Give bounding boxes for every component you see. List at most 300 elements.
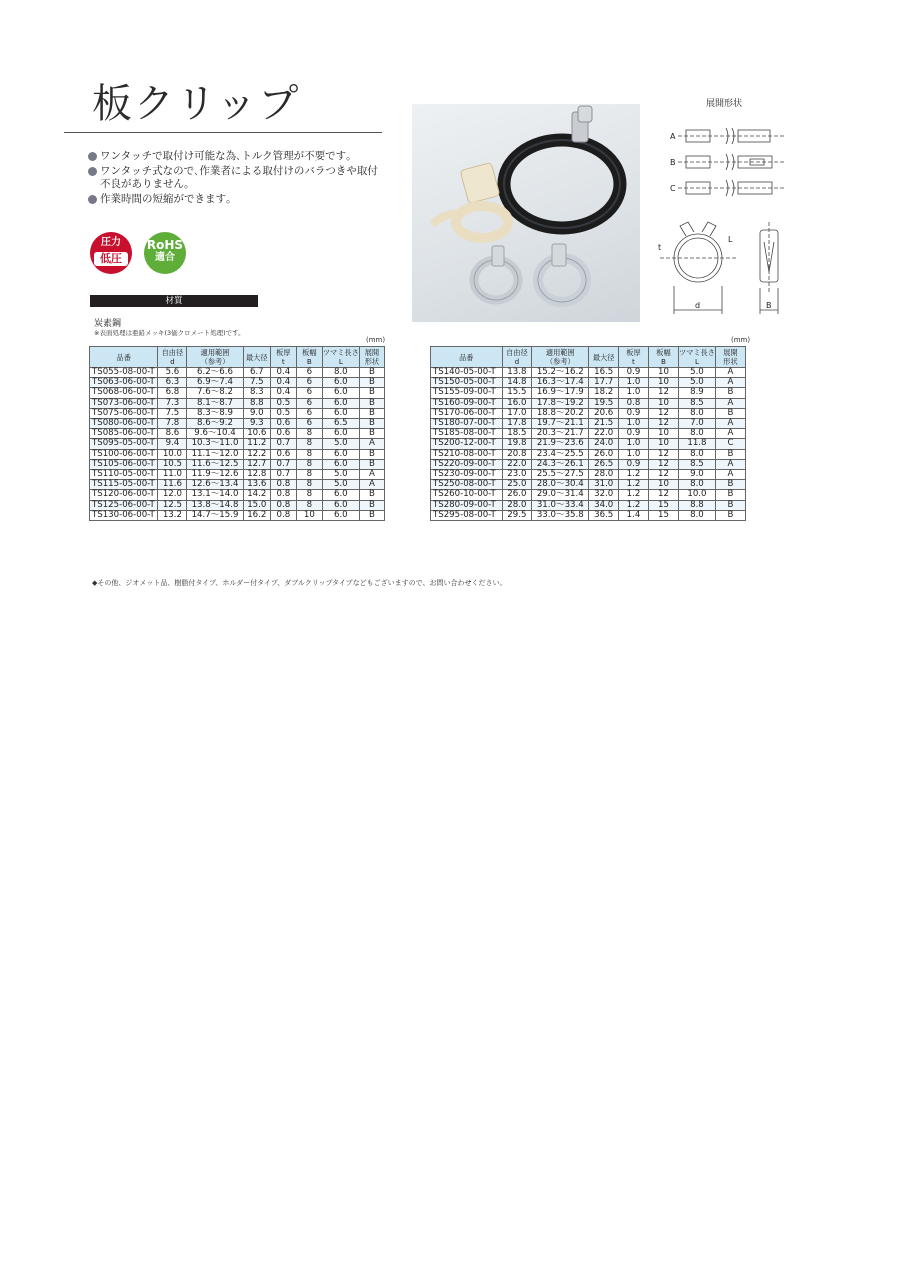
table-cell: 12 [648,419,678,429]
feature-item [88,193,388,207]
column-header-line1: ツマミ長さ [678,348,715,357]
table-row [431,398,746,408]
table-row [90,429,385,439]
table-cell: 6.0 [322,500,359,510]
column-header-line2: L [694,357,699,366]
table-cell: 0.4 [270,388,296,398]
table-cell: 9.4 [158,439,187,449]
part-number-cell: TS068-06-00-T [90,388,158,398]
column-header-line2: 形状 [723,357,738,366]
part-number-cell: TS105-06-00-T [90,459,158,469]
part-number-cell: TS115-05-00-T [90,480,158,490]
table-cell: 20.6 [589,408,619,418]
table-row [431,419,746,429]
table-cell: 7.5 [158,408,187,418]
table-cell: 28.0 [589,470,619,480]
dim-label-t: t [658,243,662,252]
column-header [715,347,745,368]
table-cell: 8 [296,480,322,490]
table-cell: 0.4 [270,368,296,378]
column-header [618,347,648,368]
table-cell: 14.8 [502,378,532,388]
part-number-cell: TS260-10-00-T [431,490,503,500]
table-row [90,419,385,429]
table-cell: B [359,490,384,500]
table-cell: B [715,449,745,459]
table-cell: 36.5 [589,510,619,520]
product-photo [412,104,640,322]
table-row [90,490,385,500]
table-cell: 5.0 [678,368,715,378]
table-header-row [90,347,385,368]
table-cell: 12.0 [158,490,187,500]
table-cell: 10.6 [243,429,270,439]
table-cell: 10 [648,439,678,449]
part-number-cell: TS295-08-00-T [431,510,503,520]
table-cell: 26.5 [589,459,619,469]
table-row [90,480,385,490]
table-cell: 12.6～13.4 [187,480,243,490]
part-number-cell: TS055-08-00-T [90,368,158,378]
material-value: 炭素鋼 [94,319,122,329]
material-note: ※表面処理は亜鉛メッキ(3価クロメート処理)です。 [94,329,245,337]
table-cell: B [359,500,384,510]
table-cell: 19.5 [589,398,619,408]
table-cell: 12.7 [243,459,270,469]
column-header-line1: 板厚 [626,348,641,357]
table-cell: B [715,408,745,418]
table-cell: 16.9～17.9 [532,388,589,398]
table-cell: 15.5 [502,388,532,398]
column-header-line1: 適用範囲 [545,348,575,357]
table-cell: A [715,398,745,408]
table-cell: 0.7 [270,459,296,469]
table-cell: 20.3～21.7 [532,429,589,439]
table-cell: 6 [296,378,322,388]
part-number-cell: TS063-06-00-T [90,378,158,388]
table-cell: 8.6～9.2 [187,419,243,429]
table-cell: B [359,368,384,378]
table-cell: 12.5 [158,500,187,510]
column-header [678,347,715,368]
column-header [90,347,158,368]
column-header-line1: 板幅 [656,348,671,357]
dim-label-d: d [695,301,701,310]
table-cell: 10.0 [678,490,715,500]
table-cell: 14.2 [243,490,270,500]
table-cell: 29.0～31.4 [532,490,589,500]
table-row [431,449,746,459]
table-cell: 13.8 [502,368,532,378]
table-cell: 6.2～6.6 [187,368,243,378]
table-cell: 17.8 [502,419,532,429]
table-cell: 10.5 [158,459,187,469]
badge-bottom-text: 適合 [155,252,175,263]
table-cell: 0.4 [270,378,296,388]
table-cell: 10 [296,510,322,520]
column-header-line1: ツマミ長さ [322,348,359,357]
table-cell: 33.0～35.8 [532,510,589,520]
table-cell: 13.6 [243,480,270,490]
diagram-title: 展開形状 [706,99,743,109]
table-cell: 15.0 [243,500,270,510]
shape-label-a: A [670,132,676,141]
table-cell: 6.0 [322,510,359,520]
table-cell: 9.0 [243,408,270,418]
table-cell: 0.6 [270,419,296,429]
table-cell: 1.0 [618,378,648,388]
table-cell: 6.0 [322,408,359,418]
table-cell: 34.0 [589,500,619,510]
column-header-line2: 形状 [364,357,380,366]
table-cell: 15 [648,500,678,510]
table-cell: A [359,480,384,490]
column-header-line1: 自由径 [506,348,528,357]
table-cell: 11.9～12.6 [187,470,243,480]
table-cell: 8.0 [678,408,715,418]
part-number-cell: TS170-06-00-T [431,408,503,418]
part-number-cell: TS160-09-00-T [431,398,503,408]
feature-list [88,150,388,207]
table-cell: 10.3～11.0 [187,439,243,449]
column-header [502,347,532,368]
feature-text: 作業時間の短縮ができます｡ [100,192,232,205]
table-cell: 10 [648,480,678,490]
part-number-cell: TS180-07-00-T [431,419,503,429]
column-header-line1: 適用範囲 [200,348,230,357]
table-cell: 1.4 [618,510,648,520]
table-cell: 10 [648,378,678,388]
column-header-line1: 板幅 [302,348,317,357]
table-cell: B [359,398,384,408]
table-cell: 8.3 [243,388,270,398]
clip-photo-illustration [412,104,640,322]
table-cell: 13.8～14.8 [187,500,243,510]
table-cell: 0.9 [618,368,648,378]
part-number-cell: TS095-05-00-T [90,439,158,449]
shape-drawing [656,118,796,322]
table-cell: 11.1～12.0 [187,449,243,459]
part-number-cell: TS200-12-00-T [431,439,503,449]
shape-label-c: C [670,184,676,193]
table-cell: 20.8 [502,449,532,459]
table-cell: 12 [648,459,678,469]
table-cell: 6.3 [158,378,187,388]
column-header-line2: d [170,357,175,366]
table-cell: 1.2 [618,470,648,480]
column-header-line1: 自由径 [161,348,184,357]
table-cell: 13.1～14.0 [187,490,243,500]
table-cell: B [359,510,384,520]
table-cell: 8.0 [678,449,715,459]
column-header-line2: （参考） [200,357,230,366]
table-cell: 12 [648,408,678,418]
material-header: 材質 [90,295,258,307]
table-row [90,459,385,469]
table-cell: A [715,368,745,378]
table-cell: B [359,378,384,388]
table-row [431,429,746,439]
column-header-line2: L [338,357,343,366]
table-cell: 23.4～25.5 [532,449,589,459]
table-cell: 8.1～8.7 [187,398,243,408]
table-cell: A [715,459,745,469]
title-rule [64,132,382,133]
table-cell: 5.6 [158,368,187,378]
table-cell: 8 [296,429,322,439]
table-cell: 6.0 [322,459,359,469]
table-cell: 5.0 [678,378,715,388]
table-cell: A [359,470,384,480]
table-cell: 11.0 [158,470,187,480]
part-number-cell: TS220-09-00-T [431,459,503,469]
table-cell: B [359,388,384,398]
table-cell: 1.0 [618,388,648,398]
table-cell: 11.6 [158,480,187,490]
column-header-line2: （参考） [545,357,575,366]
table-cell: 6.0 [322,490,359,500]
table-cell: B [715,510,745,520]
table-cell: 11.8 [678,439,715,449]
table-cell: 0.5 [270,398,296,408]
column-header [589,347,619,368]
table-cell: 6 [296,388,322,398]
table-row [90,368,385,378]
table-cell: 8 [296,470,322,480]
table-row [90,439,385,449]
table-cell: 0.9 [618,429,648,439]
table-cell: A [715,378,745,388]
table-cell: 10 [648,429,678,439]
table-cell: 7.8 [158,419,187,429]
table-row [90,378,385,388]
table-cell: 22.0 [589,429,619,439]
table-cell: 8.5 [678,459,715,469]
part-number-cell: TS130-06-00-T [90,510,158,520]
table-cell: 0.6 [270,429,296,439]
table-cell: B [715,500,745,510]
part-number-cell: TS150-05-00-T [431,378,503,388]
table-cell: 6.0 [322,388,359,398]
table-cell: 0.8 [270,510,296,520]
table-cell: 7.6～8.2 [187,388,243,398]
table-cell: 0.9 [618,459,648,469]
table-row [90,398,385,408]
table-cell: 6.7 [243,368,270,378]
column-header-line2: B [661,357,666,366]
table-cell: 17.0 [502,408,532,418]
table-cell: 8.3～8.9 [187,408,243,418]
table-cell: 7.5 [243,378,270,388]
table-cell: 1.0 [618,419,648,429]
column-header-line2: t [281,357,285,366]
column-header [322,347,359,368]
table-cell: 19.7～21.1 [532,419,589,429]
part-number-cell: TS073-06-00-T [90,398,158,408]
table-cell: 12 [648,490,678,500]
bullet-dot-icon [88,195,97,204]
column-header-line2: t [632,357,635,366]
table-row [90,408,385,418]
table-cell: 12 [648,388,678,398]
badge-top-text: RoHS [146,238,184,252]
table-cell: 28.0～30.4 [532,480,589,490]
table-cell: 8.0 [322,368,359,378]
table-cell: 0.7 [270,470,296,480]
table-cell: 12.2 [243,449,270,459]
table-cell: B [715,388,745,398]
table-cell: 25.0 [502,480,532,490]
part-number-cell: TS140-05-00-T [431,368,503,378]
table-cell: 8 [296,459,322,469]
table-cell: 6 [296,419,322,429]
rohs-badge [144,232,186,274]
table-cell: 24.3～26.1 [532,459,589,469]
table-cell: 8.0 [678,480,715,490]
table-cell: 16.0 [502,398,532,408]
spec-table-right [430,346,746,521]
shape-label-b: B [670,158,676,167]
table-cell: 9.6～10.4 [187,429,243,439]
table-cell: 0.8 [618,398,648,408]
part-number-cell: TS250-08-00-T [431,480,503,490]
table-cell: 19.8 [502,439,532,449]
table-cell: 1.2 [618,490,648,500]
table-cell: 9.0 [678,470,715,480]
table-cell: 16.3～17.4 [532,378,589,388]
table-cell: 6.0 [322,398,359,408]
table-cell: 31.0 [589,480,619,490]
table-cell: 26.0 [502,490,532,500]
bullet-dot-icon [88,152,97,161]
table-cell: 21.9～23.6 [532,439,589,449]
table-cell: B [359,459,384,469]
table-cell: 31.0～33.4 [532,500,589,510]
table-cell: 0.6 [270,449,296,459]
table-cell: 1.2 [618,500,648,510]
table-cell: 14.7～15.9 [187,510,243,520]
part-number-cell: TS080-06-00-T [90,419,158,429]
table-cell: 1.0 [618,449,648,459]
table-row [90,470,385,480]
table-cell: B [715,480,745,490]
table-cell: 12 [648,470,678,480]
table-cell: 8.8 [678,500,715,510]
table-row [431,408,746,418]
table-cell: 13.2 [158,510,187,520]
spec-table-left [89,346,385,521]
table-cell: 0.8 [270,480,296,490]
feature-text: ワンタッチで取付け可能な為､トルク管理が不要です｡ [100,150,352,162]
table-cell: 0.5 [270,408,296,418]
table-cell: 8.0 [678,510,715,520]
table-cell: 6.9～7.4 [187,378,243,388]
table-row [431,500,746,510]
table-cell: 18.8～20.2 [532,408,589,418]
part-number-cell: TS230-09-00-T [431,470,503,480]
table-cell: 8.5 [678,398,715,408]
table-cell: 15.2～16.2 [532,368,589,378]
table-cell: 17.7 [589,378,619,388]
table-cell: 15 [648,510,678,520]
feature-item [88,165,388,192]
table-cell: A [715,419,745,429]
table-row [431,378,746,388]
column-header [187,347,243,368]
table-cell: 10.0 [158,449,187,459]
table-cell: 12.8 [243,470,270,480]
table-cell: 6 [296,408,322,418]
part-number-cell: TS100-06-00-T [90,449,158,459]
table-cell: A [359,439,384,449]
table-cell: B [715,490,745,500]
table-cell: B [359,449,384,459]
table-row [90,510,385,520]
table-cell: 6 [296,368,322,378]
column-header-line1: 展開 [723,348,738,357]
badge-bottom-text: 低圧 [94,252,128,266]
table-row [431,510,746,520]
table-cell: 18.5 [502,429,532,439]
table-row [431,439,746,449]
table-cell: 8.6 [158,429,187,439]
footnote: ◆その他、ジオメット品、樹脂付タイプ、ホルダー付タイプ、ダブルクリップタイプなどもございますので、お問い合わせください。 [92,579,507,587]
table-cell: 6.0 [322,449,359,459]
column-header-line1: 最大径 [592,352,615,362]
table-cell: C [715,439,745,449]
part-number-cell: TS075-06-00-T [90,408,158,418]
table-row [431,470,746,480]
table-cell: 24.0 [589,439,619,449]
table-cell: 0.7 [270,439,296,449]
column-header [243,347,270,368]
table-cell: 5.0 [322,470,359,480]
table-cell: A [715,470,745,480]
badge-top-text: 圧力 [101,237,121,248]
table-cell: 6.8 [158,388,187,398]
column-header [431,347,503,368]
table-row [90,449,385,459]
table-cell: A [715,429,745,439]
table-cell: 5.0 [322,480,359,490]
part-number-cell: TS280-09-00-T [431,500,503,510]
column-header [296,347,322,368]
table-cell: 10 [648,368,678,378]
table-cell: 8 [296,500,322,510]
table-cell: 0.9 [618,408,648,418]
column-header-line1: 品番 [459,352,474,362]
table-cell: 6 [296,398,322,408]
table-cell: 6.0 [322,429,359,439]
table-cell: 11.6～12.5 [187,459,243,469]
table-cell: 0.8 [270,490,296,500]
column-header [359,347,384,368]
dim-label-l: L [728,235,733,244]
table-row [90,388,385,398]
table-cell: 26.0 [589,449,619,459]
table-header-row [431,347,746,368]
table-row [431,490,746,500]
table-row [431,459,746,469]
column-header-line2: B [306,357,312,366]
table-cell: 25.5～27.5 [532,470,589,480]
feature-item [88,150,388,164]
bullet-dot-icon [88,167,97,176]
table-cell: B [359,429,384,439]
table-cell: 12 [648,449,678,459]
table-cell: 6.5 [322,419,359,429]
table-cell: 8 [296,490,322,500]
